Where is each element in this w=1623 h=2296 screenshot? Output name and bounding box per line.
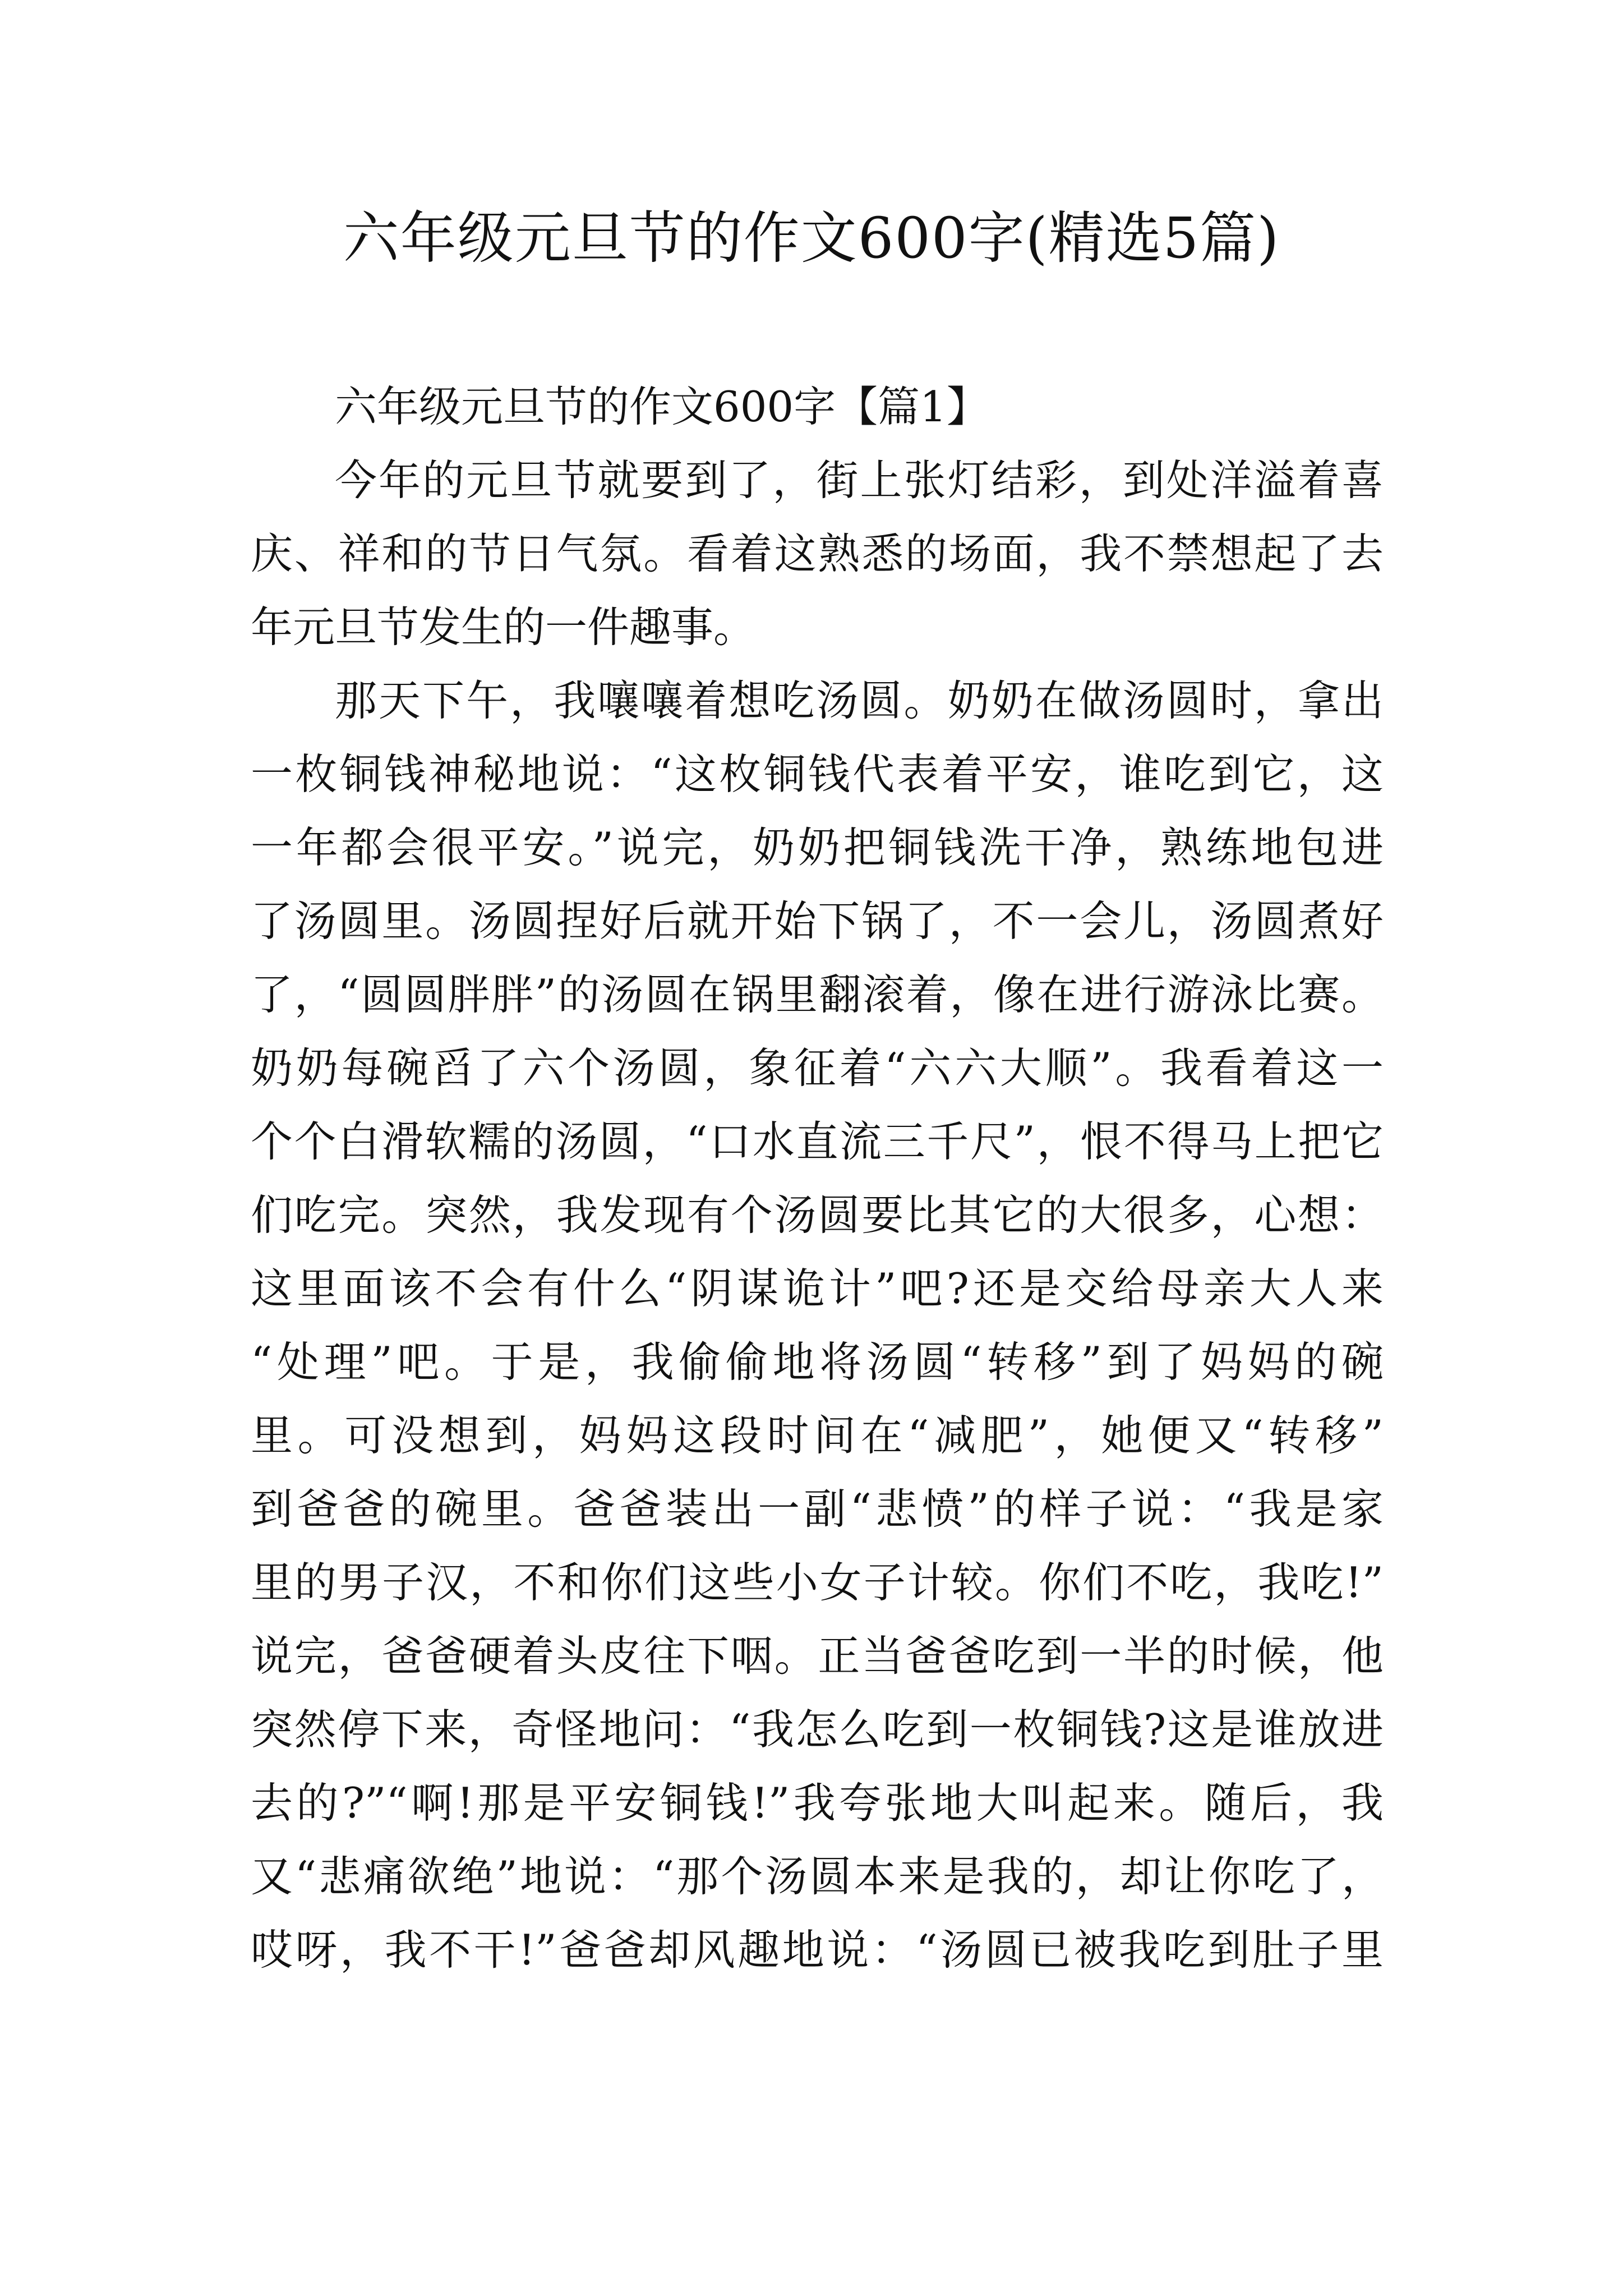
section-heading: 六年级元旦节的作文600字【篇1】 <box>335 382 989 431</box>
paragraph-line: 又“悲痛欲绝”地说：“那个汤圆本来是我的，却让你吃了， <box>251 1852 1384 1901</box>
paragraph-line: 们吃完。突然，我发现有个汤圆要比其它的大很多，心想： <box>251 1190 1384 1240</box>
paragraph-line: 这里面该不会有什么“阴谋诡计”吧?还是交给母亲大人来 <box>251 1264 1384 1313</box>
paragraph-line: 哎呀，我不干!”爸爸却风趣地说：“汤圆已被我吃到肚子里 <box>251 1925 1384 1975</box>
paragraph-line: 今年的元旦节就要到了，街上张灯结彩，到处洋溢着喜 <box>335 455 1384 505</box>
paragraph-line: 一枚铜钱神秘地说：“这枚铜钱代表着平安，谁吃到它，这 <box>251 749 1384 799</box>
paragraph-line: 年元旦节发生的一件趣事。 <box>251 602 756 652</box>
paragraph-line: 一年都会很平安。”说完，奶奶把铜钱洗干净，熟练地包进 <box>251 823 1384 872</box>
paragraph-line: 了汤圆里。汤圆捏好后就开始下锅了，不一会儿，汤圆煮好 <box>251 896 1384 946</box>
document-body <box>251 370 1384 1987</box>
paragraph-line: 里。可没想到，妈妈这段时间在“减肥”，她便又“转移” <box>251 1411 1384 1460</box>
paragraph-line: 奶奶每碗舀了六个汤圆，象征着“六六大顺”。我看着这一 <box>251 1043 1384 1093</box>
paragraph-line: 了，“圆圆胖胖”的汤圆在锅里翻滚着，像在进行游泳比赛。 <box>251 970 1384 1019</box>
paragraph-line: 说完，爸爸硬着头皮往下咽。正当爸爸吃到一半的时候，他 <box>251 1631 1384 1681</box>
paragraph-line: “处理”吧。于是，我偷偷地将汤圆“转移”到了妈妈的碗 <box>251 1337 1384 1387</box>
paragraph-line: 到爸爸的碗里。爸爸装出一副“悲愤”的样子说：“我是家 <box>251 1484 1384 1534</box>
paragraph-line: 那天下午，我嚷嚷着想吃汤圆。奶奶在做汤圆时，拿出 <box>335 676 1384 725</box>
paragraph-line: 里的男子汉，不和你们这些小女子计较。你们不吃，我吃!” <box>251 1558 1384 1607</box>
document-title: 六年级元旦节的作文600字(精选5篇) <box>343 205 1280 271</box>
paragraph-line: 突然停下来，奇怪地问：“我怎么吃到一枚铜钱?这是谁放进 <box>251 1705 1384 1754</box>
paragraph-line: 庆、祥和的节日气氛。看着这熟悉的场面，我不禁想起了去 <box>251 529 1384 578</box>
paragraph-line: 去的?”“啊!那是平安铜钱!”我夸张地大叫起来。随后，我 <box>251 1778 1384 1828</box>
paragraph-line: 个个白滑软糯的汤圆，“口水直流三千尺”，恨不得马上把它 <box>251 1117 1384 1166</box>
